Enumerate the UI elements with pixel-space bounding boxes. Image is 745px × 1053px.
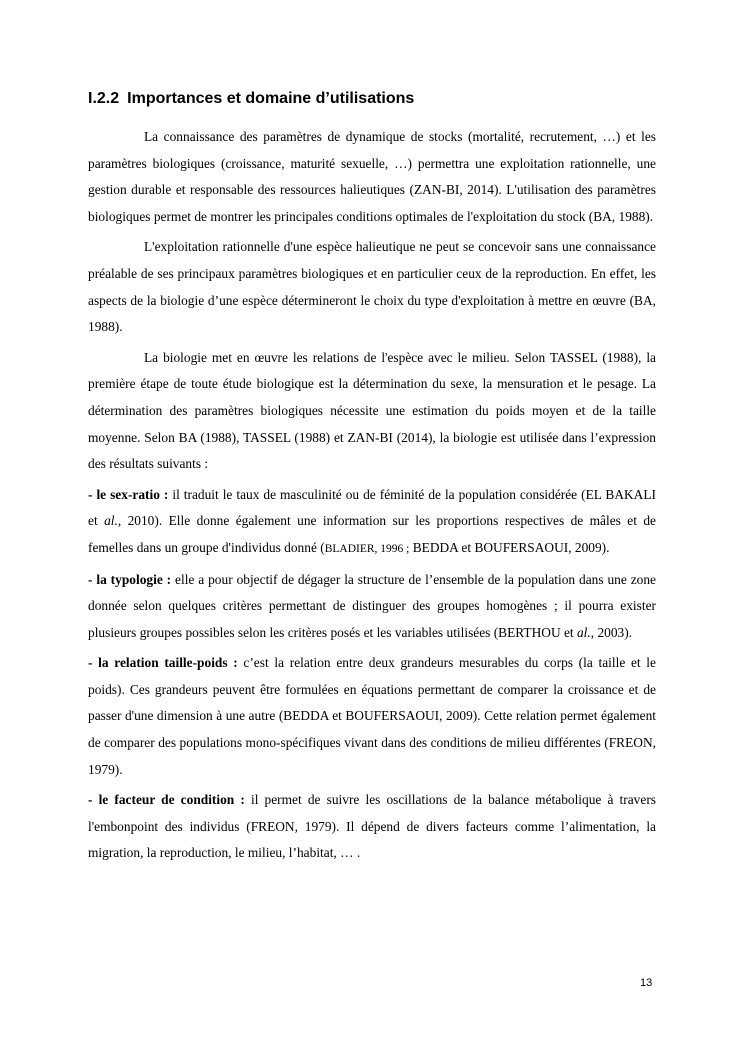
section-number: I.2.2 [88, 90, 120, 107]
item-relation-taille-poids [88, 650, 656, 783]
paragraph-3: La biologie met en œuvre les relations de l'espèce avec le milieu. Selon TASSEL (1988), la première étape de toute étude biologique est la détermination du sexe, la mensuration et le pesage. La détermination des paramètres biologiques nécessite une estimation du poids moyen et de la taille moyenne. Selon BA (1988), TASSEL (1988) et ZAN-BI (2014), la biologie est utilisée dans l’expression des résultats suivants : [88, 349, 656, 472]
item-text: , 2010). Elle donne également une information sur les proportions respectives de mâles et de femelles dans un groupe d'individus donné ( [88, 513, 656, 555]
item-text: elle a pour objectif de dégager la structure de l’ensemble de la population dans une zone donnée selon quelques critères permettant de distinguer des groupes homogènes ; il pourra exister plusieurs groupes possibles selon les critères posés et les variables utilisées (BERTHOU et [88, 571, 656, 640]
section-title: Importances et domaine d’utilisations [127, 90, 415, 107]
item-small-text: BLADIER, 1996 ; [324, 542, 410, 555]
item-italic: al. [104, 513, 118, 529]
document-page [88, 88, 656, 871]
section-heading [88, 88, 656, 110]
item-label: - le sex-ratio : [88, 486, 169, 502]
item-sex-ratio [88, 482, 656, 563]
item-text: , 2003). [590, 624, 633, 640]
paragraph-2: L'exploitation rationnelle d'une espèce halieutique ne peut se concevoir sans une connaissance préalable de ses principaux paramètres biologiques et en particulier ceux de la reproduction. En effet, les aspects de la biologie d’une espèce détermineront le choix du type d'exploitation à mettre en œuvre (BA, 1988). [88, 239, 656, 335]
page-number: 13 [640, 977, 653, 989]
item-label: - la relation taille-poids : [88, 655, 238, 671]
item-facteur-condition [88, 787, 656, 867]
item-text: il traduit le taux de masculinité ou de féminité de la population considérée (EL BAKALI et [88, 486, 656, 529]
item-typologie [88, 567, 656, 647]
paragraph-1: La connaissance des paramètres de dynamique de stocks (mortalité, recrutement, …) et les paramètres biologiques (croissance, maturité sexuelle, …) permettra une exploitation rationnelle, une gestion durable et responsable des ressources halieutiques (ZAN-BI, 2014). L'utilisation des paramètres biologiques permet de montrer les principales conditions optimales de l'exploitation du stock (BA, 1988). [88, 129, 656, 224]
item-text: c’est la relation entre deux grandeurs mesurables du corps (la taille et le poids). Ces grandeurs peuvent être formulées en équations permettant de comparer la croissance et de passer d'une dimension à une autre (BEDDA et BOUFERSAOUI, 2009). Cette relation permet également de comparer des populations mono-spécifiques vivant dans des conditions de milieu différentes (FREON, 1979). [88, 655, 656, 777]
item-italic: al. [576, 624, 591, 640]
item-label: - le facteur de condition : [88, 792, 245, 808]
item-text: il permet de suivre les oscillations de la balance métabolique à travers l'embonpoint des individus (FREON, 1979). Il dépend de divers facteurs comme l’alimentation, la migration, la reproduction, le milieu, l’habitat, … . [88, 792, 656, 861]
item-text: BEDDA et BOUFERSAOUI, 2009). [409, 539, 610, 555]
item-label: - la typologie : [88, 571, 172, 587]
